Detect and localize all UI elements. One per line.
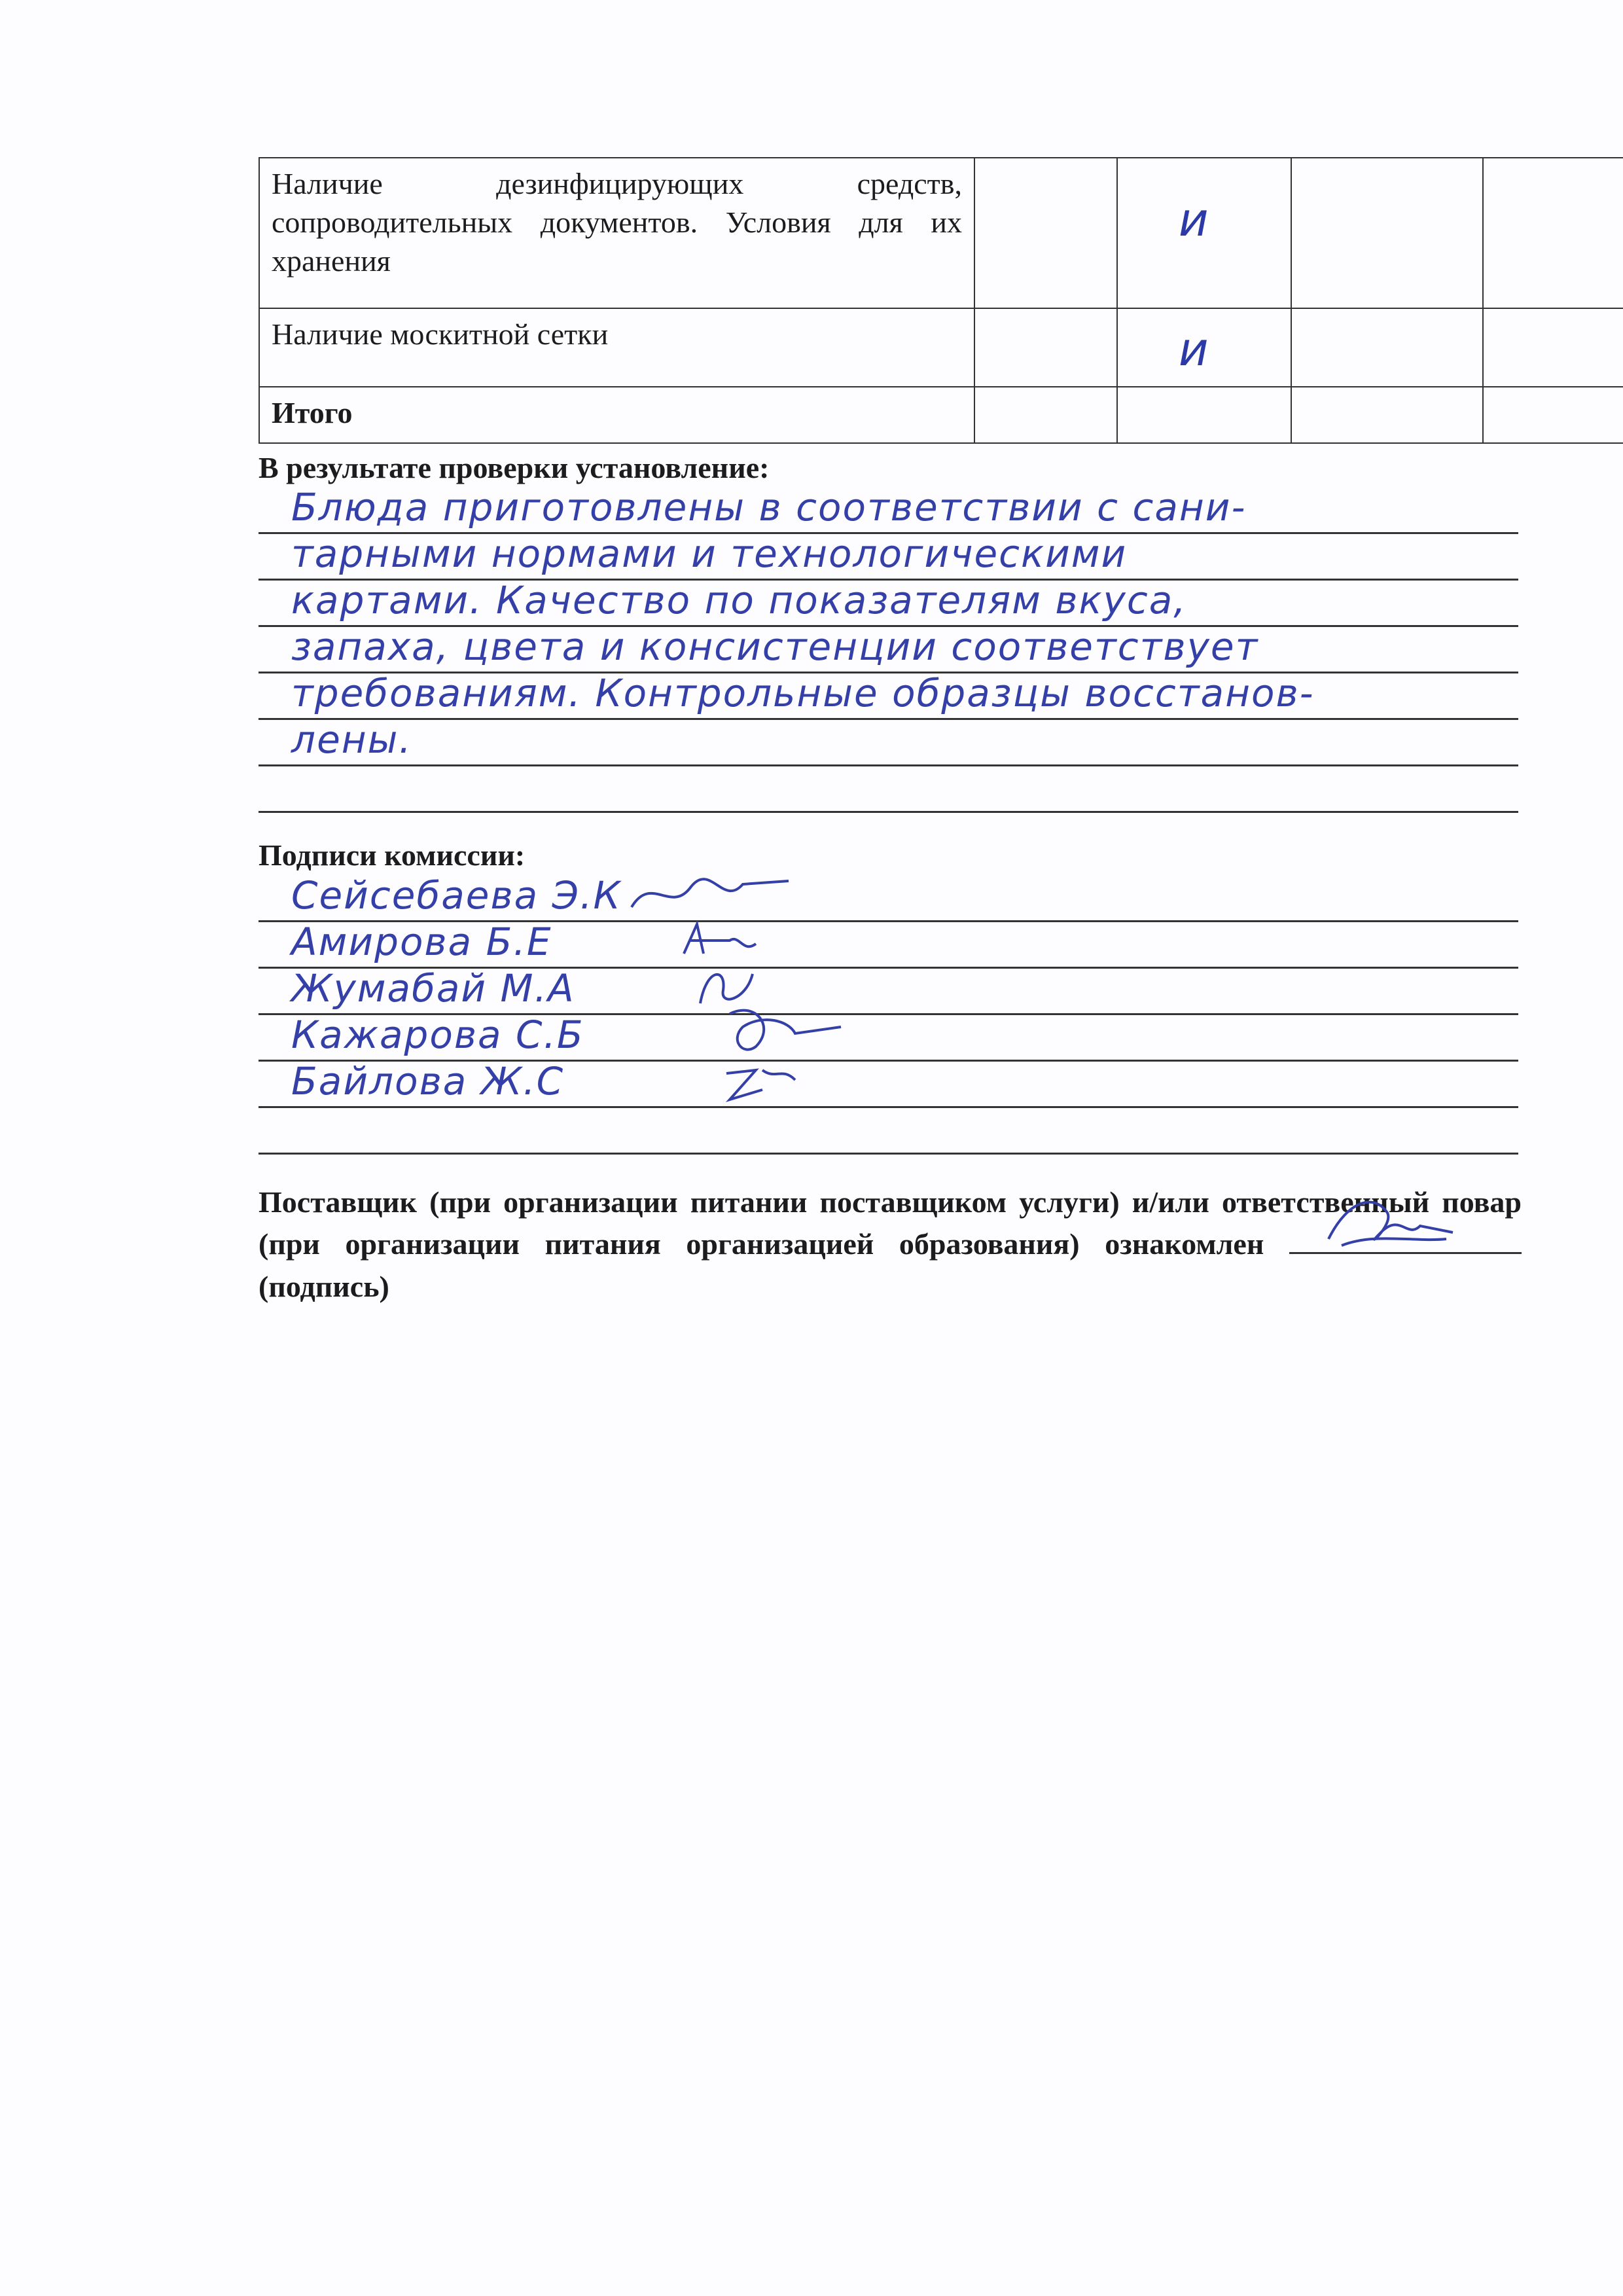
row-label: Наличие москитной сетки [259, 308, 974, 387]
member-name: Амирова Б.Е [291, 920, 552, 964]
cell [1483, 387, 1623, 443]
handwritten-text: требованиям. Контрольные образцы восстанов- [291, 671, 1315, 715]
handwritten-text: лены. [291, 717, 412, 762]
result-line [259, 717, 1518, 766]
member-name: Сейсебаева Э.К [291, 873, 622, 918]
handwritten-text: запаха, цвета и консистенции соответствует [291, 624, 1259, 669]
cell [1483, 308, 1623, 387]
signature-scribble [717, 1054, 808, 1106]
row-label: Итого [259, 387, 974, 443]
signature-line [259, 1015, 1518, 1062]
cell [974, 158, 1117, 308]
member-name: Жумабай М.А [291, 966, 575, 1011]
result-lines [259, 485, 1518, 813]
table-row [259, 158, 1623, 308]
cell-mark [1117, 158, 1291, 308]
handwritten-text: Блюда приготовлены в соответствии с сани- [291, 485, 1247, 529]
row-label: Наличие дезинфицирующих средств, сопроводительных документов. Условия для их хранения [259, 158, 974, 308]
result-line [259, 485, 1518, 534]
table-row-total [259, 387, 1623, 443]
table-row [259, 308, 1623, 387]
commission-heading: Подписи комиссии: [259, 838, 526, 872]
cell-mark [1117, 308, 1291, 387]
cell [1291, 387, 1483, 443]
cell [974, 308, 1117, 387]
result-line [259, 531, 1518, 581]
handwritten-text: картами. Качество по показателям вкуса, [291, 578, 1187, 622]
cell [1291, 158, 1483, 308]
result-line [259, 578, 1518, 627]
result-line [259, 624, 1518, 673]
cell [1291, 308, 1483, 387]
handwritten-mark: и [1179, 323, 1209, 376]
result-line [259, 766, 1518, 813]
signature-line [259, 1059, 1518, 1108]
signature-scribble [1322, 1193, 1466, 1259]
signature-line [259, 1108, 1518, 1155]
handwritten-mark: и [1179, 193, 1209, 247]
signature-scribble [625, 868, 795, 920]
handwritten-text: тарными нормами и технологическими [291, 531, 1128, 576]
signature-line [259, 922, 1518, 969]
signature-blank [1289, 1226, 1522, 1254]
signature-line [259, 873, 1518, 922]
inspection-table [259, 157, 1623, 444]
supplier-acknowledgement [259, 1181, 1522, 1308]
supplier-text: Поставщик (при организации питании поставщиком услуги) и/или ответственный повар (при организации питания организацией образования) ознакомлен [259, 1185, 1522, 1261]
cell [1483, 158, 1623, 308]
signature-scribble [677, 914, 769, 967]
cell [974, 387, 1117, 443]
signature-scribble [717, 1001, 847, 1060]
result-line [259, 673, 1518, 720]
signature-caption: (подпись) [259, 1269, 389, 1303]
member-name: Кажарова С.Б [291, 1013, 584, 1057]
member-name: Байлова Ж.С [291, 1059, 565, 1103]
cell [1117, 387, 1291, 443]
result-heading: В результате проверки установление: [259, 451, 770, 484]
signature-line [259, 966, 1518, 1015]
commission-signatures [259, 873, 1518, 1155]
